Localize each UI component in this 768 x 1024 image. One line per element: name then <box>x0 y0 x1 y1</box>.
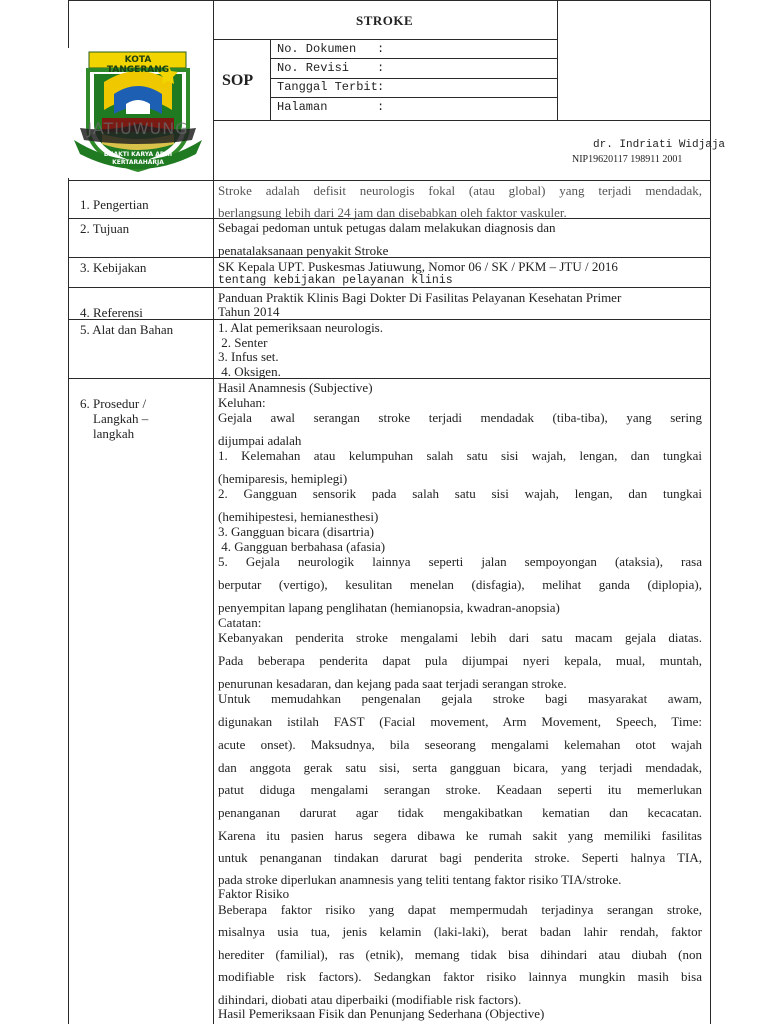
field-sep: : <box>377 42 385 56</box>
alat-line: 4. Oksigen. <box>218 364 281 379</box>
row-label-prosedur: 6. Prosedur / <box>80 396 147 411</box>
tujuan-line: Sebagai pedoman untuk petugas dalam melakukan diagnosis dan <box>218 220 556 235</box>
signer-name: dr. Indriati Widjaja <box>593 139 726 151</box>
prosedur-line: patut diduga mengalami serangan stroke. Keadaan seperti itu memerlukan <box>218 782 702 797</box>
row-label-prosedur: Langkah – <box>93 411 149 426</box>
prosedur-line: 4. Gangguan berbahasa (afasia) <box>218 539 386 554</box>
prosedur-line: (hemihipestesi, hemianesthesi) <box>218 509 379 524</box>
field-no-revisi: No. Revisi <box>277 61 350 75</box>
prosedur-line: dan anggota gerak satu sisi, serta gangguan bicara, yang terjadi mendadak, <box>218 760 702 775</box>
sop-label: SOP <box>222 72 254 89</box>
prosedur-line: Pada beberapa penderita dapat pula dijumpai nyeri kepala, mual, muntah, <box>218 653 702 668</box>
kebijakan-line: tentang kebijakan pelayanan klinis <box>218 274 453 287</box>
row-label-prosedur: langkah <box>93 426 135 441</box>
tujuan-line: penatalaksanaan penyakit Stroke <box>218 243 389 258</box>
prosedur-line: 2. Gangguan sensorik pada salah satu sisi wajah, lengan, dan tungkai <box>218 486 702 501</box>
prosedur-line: untuk penanganan tindakan darurat bagi penderita stroke. Seperti halnya TIA, <box>218 850 702 865</box>
field-no-dokumen: No. Dokumen <box>277 42 357 56</box>
prosedur-line: 3. Gangguan bicara (disartria) <box>218 524 374 539</box>
row-label-alat: 5. Alat dan Bahan <box>80 322 174 337</box>
row-label-pengertian: 1. Pengertian <box>80 197 149 212</box>
prosedur-line: Hasil Anamnesis (Subjective) <box>218 380 373 395</box>
alat-line: 3. Infus set. <box>218 349 279 364</box>
prosedur-line: Catatan: <box>218 615 262 630</box>
prosedur-line: dijumpai adalah <box>218 433 302 448</box>
referensi-line: Tahun 2014 <box>218 304 280 319</box>
field-tanggal-terbit: Tanggal Terbit <box>277 80 378 94</box>
logo-top-text: KOTA TANGERANG <box>106 55 170 75</box>
prosedur-line: Karena itu pasien harus segera dibawa ke rumah sakit yang memiliki fasilitas <box>218 828 702 843</box>
alat-line: 1. Alat pemeriksaan neurologis. <box>218 320 383 335</box>
prosedur-line: penanganan darurat agar tidak mengakibatkan kematian dan kecacatan. <box>218 805 702 820</box>
prosedur-line: acute onset). Maksudnya, bila seseorang mengalami kelemahan otot wajah <box>218 737 702 752</box>
prosedur-line: Keluhan: <box>218 395 266 410</box>
prosedur-line: digunakan istilah FAST (Facial movement, Arm Movement, Speech, Time: <box>218 714 702 729</box>
prosedur-line: Untuk memudahkan pengenalan gejala stroke bagi masyarakat awam, <box>218 691 702 706</box>
prosedur-line: Kebanyakan penderita stroke mengalami lebih dari satu macam gejala diatas. <box>218 630 702 645</box>
prosedur-line: (hemiparesis, hemiplegi) <box>218 471 348 486</box>
prosedur-line: Gejala awal serangan stroke terjadi mendadak (tiba-tiba), yang sering <box>218 410 702 425</box>
pengertian-line: berlangsung lebih dari 24 jam dan disebabkan oleh faktor vaskuler. <box>218 205 567 220</box>
row-label-kebijakan: 3. Kebijakan <box>80 260 147 275</box>
document-title: STROKE <box>356 13 414 28</box>
field-sep: : <box>377 61 385 75</box>
prosedur-line: modifiable risk factors). Sedangkan faktor risiko lainnya mungkin masih bisa <box>218 969 702 984</box>
prosedur-line: dihindari, diobati atau diperbaiki (modifiable risk factors). <box>218 992 522 1007</box>
prosedur-line: penurunan kesadaran, dan kejang pada saat terjadi serangan stroke. <box>218 676 567 691</box>
kota-tangerang-logo <box>68 48 208 178</box>
referensi-line: Panduan Praktik Klinis Bagi Dokter Di Fasilitas Pelayanan Kesehatan Primer <box>218 290 622 305</box>
prosedur-line: misalnya usia tua, jenis kelamin (laki-laki), berat badan lahir rendah, faktor <box>218 924 702 939</box>
prosedur-line: Faktor Risiko <box>218 886 290 901</box>
prosedur-line: herediter (familial), ras (etnik), memang tidak bisa dihindari atau diubah (non <box>218 947 702 962</box>
pengertian-line: Stroke adalah defisit neurologis fokal (atau global) yang terjadi mendadak, <box>218 183 702 198</box>
logo-bottom-text: BHAKTI KARYA ADHI KERTARAHARJA <box>103 151 173 166</box>
prosedur-line: Hasil Pemeriksaan Fisik dan Penunjang Sederhana (Objective) <box>218 1006 545 1021</box>
prosedur-line: pada stroke diperlukan anamnesis yang teliti tentang faktor risiko TIA/stroke. <box>218 872 622 887</box>
prosedur-line: Beberapa faktor risiko yang dapat mempermudah terjadinya serangan stroke, <box>218 902 702 917</box>
prosedur-line: 5. Gejala neurologik lainnya seperti jalan sempoyongan (ataksia), rasa <box>218 554 702 569</box>
kebijakan-line: SK Kepala UPT. Puskesmas Jatiuwung, Nomor 06 / SK / PKM – JTU / 2016 <box>218 259 618 274</box>
prosedur-line: penyempitan lapang penglihatan (hemianopsia, kwadran-anopsia) <box>218 600 560 615</box>
logo-overlay-text: JATIUWUNG <box>87 119 189 138</box>
field-sep: : <box>377 80 385 94</box>
prosedur-line: berputar (vertigo), kesulitan menelan (disfagia), melihat ganda (diplopia), <box>218 577 702 592</box>
field-sep: : <box>377 100 385 114</box>
field-halaman: Halaman <box>277 100 328 114</box>
row-label-referensi: 4. Referensi <box>80 305 143 320</box>
prosedur-line: 1. Kelemahan atau kelumpuhan salah satu sisi wajah, lengan, dan tungkai <box>218 448 702 463</box>
signer-nip: NIP19620117 198911 2001 <box>572 154 683 165</box>
row-label-tujuan: 2. Tujuan <box>80 221 130 236</box>
alat-line: 2. Senter <box>218 335 268 350</box>
